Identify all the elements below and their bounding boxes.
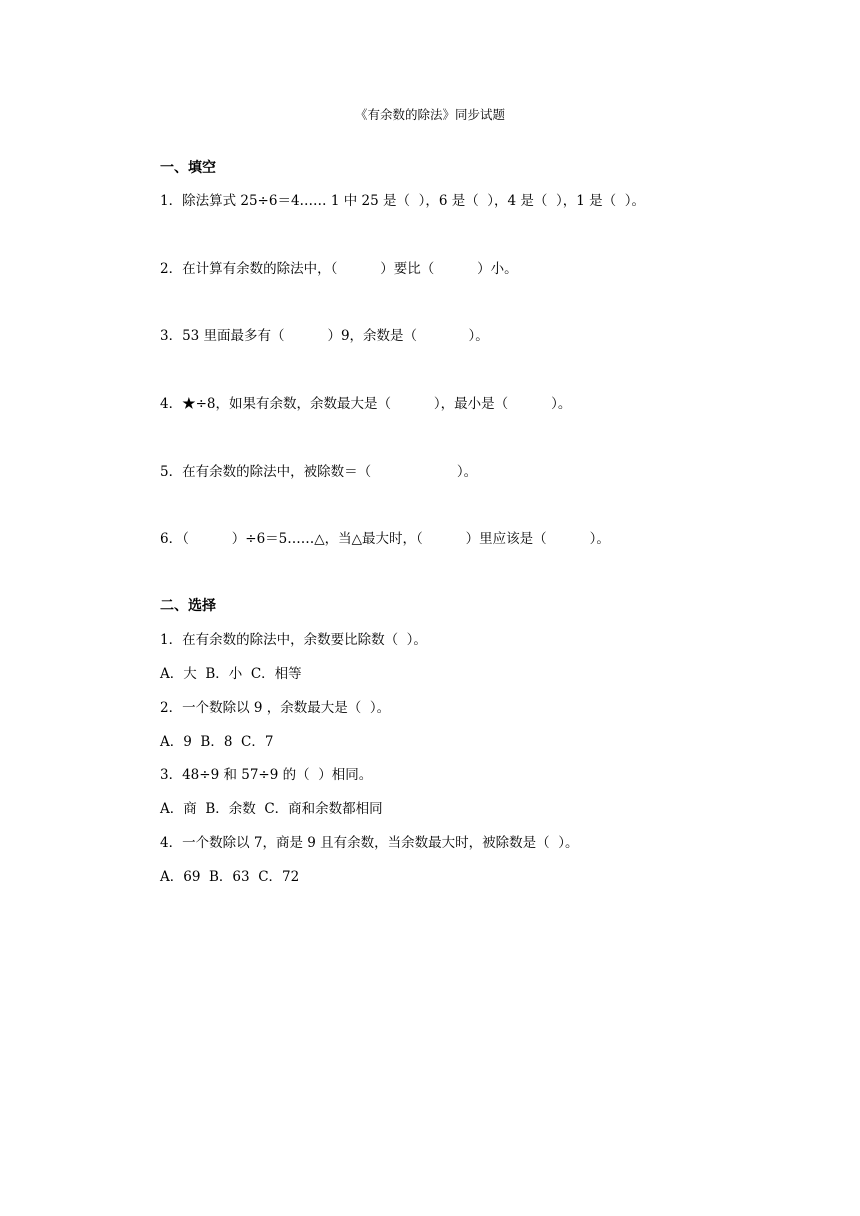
fill-question-2: 2．在计算有余数的除法中，（ ）要比（ ）小。 [160,261,518,277]
choice-question-4: 4．一个数除以 7，商是 9 且有余数，当余数最大时，被除数是（ ）。 [160,835,579,851]
fill-question-3: 3．53 里面最多有（ ）9，余数是（ ）。 [160,328,489,344]
choice-question-2: 2．一个数除以 9 ，余数最大是（ ）。 [160,700,391,716]
fill-question-1: 1．除法算式 25÷6＝4…… 1 中 25 是（ ），6 是（ ），4 是（ ），1 是（ ）。 [160,193,645,209]
fill-question-4: 4．★÷8，如果有余数，余数最大是（ ），最小是（ ）。 [160,396,572,412]
section-heading-choice: 二、选择 [160,598,216,614]
choice-options-1: A．大 B．小 C．相等 [160,666,302,682]
fill-question-6: 6．（ ）÷6＝5……△，当△最大时，（ ）里应该是（ ）。 [160,531,610,547]
choice-options-4: A．69 B．63 C．72 [160,869,300,885]
choice-options-2: A．9 B．8 C．7 [160,734,274,750]
section-heading-fill-in: 一、填空 [160,160,216,176]
choice-question-1: 1．在有余数的除法中，余数要比除数（ ）。 [160,632,427,648]
choice-question-3: 3．48÷9 和 57÷9 的（ ）相同。 [160,767,373,783]
page-title: 《有余数的除法》同步试题 [354,107,505,122]
fill-question-5: 5．在有余数的除法中，被除数＝（ ）。 [160,464,478,480]
choice-options-3: A．商 B．余数 C．商和余数都相同 [160,801,383,817]
